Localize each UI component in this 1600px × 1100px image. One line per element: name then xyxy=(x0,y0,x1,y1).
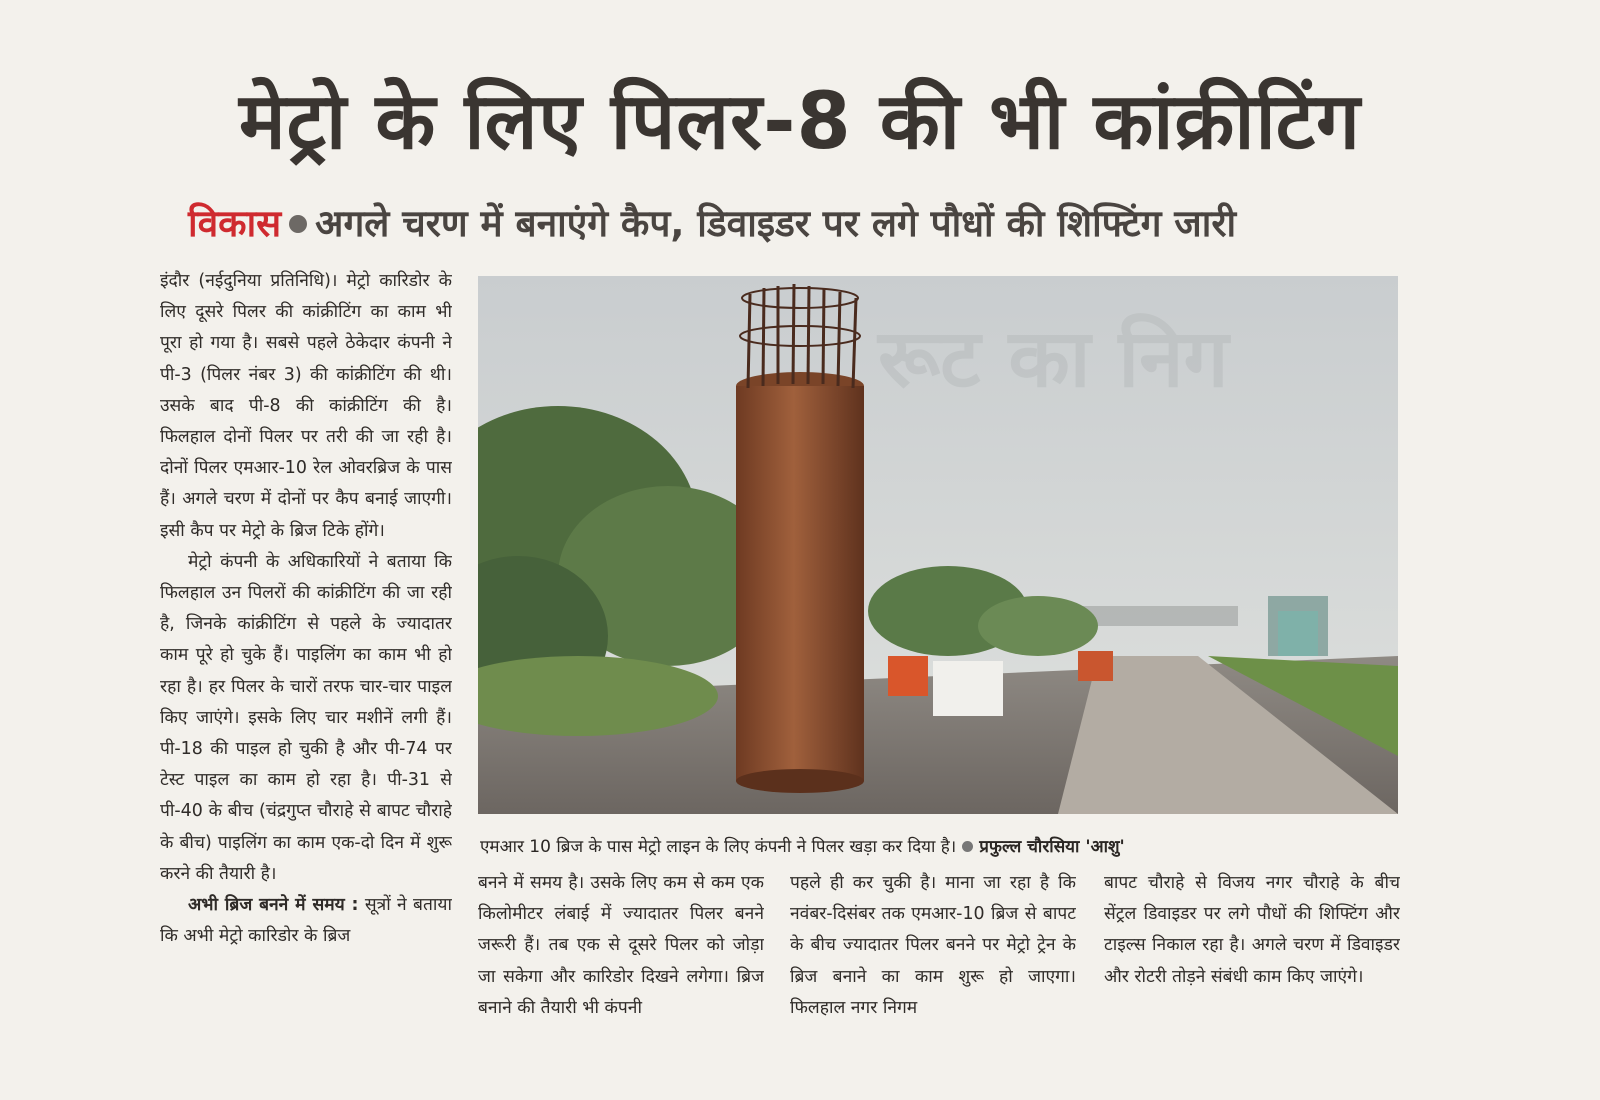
article-column-3: पहले ही कर चुकी है। माना जा रहा है कि नवंबर-दिसंबर तक एमआर-10 ब्रिज से बापट के बीच ज्यादातर पिलर बनने पर मेट्रो ट्रेन के ब्रिज बनाने का काम शुरू हो जाएगा। फिलहाल नगर निगम xyxy=(790,873,1076,1018)
article-paragraph-2: मेट्रो कंपनी के अधिकारियों ने बताया कि फिलहाल उन पिलरों की कांक्रीटिंग की जा रही है, जिनके कांक्रीटिंग से पहले के ज्यादातर काम पूरे हो चुके हैं। पाइलिंग का काम भी हो रहा है। हर पिलर के चारों तरफ चार-चार पाइल किए जाएंगे। इसके लिए चार मशीनें लगी हैं। पी-18 की पाइल हो चुकी है और पी-74 पर टेस्ट पाइल का काम हो रहा है। पी-31 से पी-40 के बीच (चंद्रगुप्त चौराहे से बापट चौराहे के बीच) पाइलिंग का काम एक-दो दिन में शुरू करने की तैयारी है। xyxy=(160,551,452,884)
article-paragraph-1: इंदौर (नईदुनिया प्रतिनिधि)। मेट्रो कारिडोर के लिए दूसरे पिलर की कांक्रीटिंग का काम भी पूरा हो गया है। सबसे पहले ठेकेदार कंपनी ने पी-3 (पिलर नंबर 3) की कांक्रीटिंग की थी। उसके बाद पी-8 की कांक्रीटिंग की है। फिलहाल दोनों पिलर पर तरी की जा रही है। दोनों पिलर एमआर-10 रेल ओवरब्रिज के पास हैं। अगले चरण में दोनों पर कैप बनाई जाएगी। इसी कैप पर मेट्रो के ब्रिज टिके होंगे। xyxy=(160,271,452,541)
article-column-1 xyxy=(160,266,452,1046)
article-column-2: बनने में समय है। उसके लिए कम से कम एक किलोमीटर लंबाई में ज्यादातर पिलर बनने जरूरी हैं। तब एक से दूसरे पिलर को जोड़ा जा सकेगा और कारिडोर दिखने लगेगा। ब्रिज बनाने की तैयारी भी कंपनी xyxy=(478,873,764,1018)
caption-text: एमआर 10 ब्रिज के पास मेट्रो लाइन के लिए कंपनी ने पिलर खड़ा कर दिया है। xyxy=(480,837,957,857)
bullet-icon xyxy=(962,841,973,852)
subheading-inline: अभी ब्रिज बनने में समय : xyxy=(188,895,359,916)
article-paragraph-3 xyxy=(160,890,452,952)
bullet-icon xyxy=(289,215,307,233)
subheadline-text: अगले चरण में बनाएंगे कैप, डिवाइडर पर लगे पौधों की शिफ्टिंग जारी xyxy=(315,202,1237,245)
subheadline xyxy=(188,194,1388,254)
svg-text:रूट का निग: रूट का निग xyxy=(878,312,1229,405)
article-paragraph-3-text: सूत्रों ने बताया कि अभी मेट्रो कारिडोर के ब्रिज xyxy=(160,895,452,947)
photo-caption xyxy=(480,834,1400,860)
photo-credit: प्रफुल्ल चौरसिया 'आशु' xyxy=(979,837,1125,857)
news-photo xyxy=(478,276,1398,814)
section-tag: विकास xyxy=(188,202,282,245)
article-column-4: बापट चौराहे से विजय नगर चौराहे के बीच सेंट्रल डिवाइडर पर लगे पौधों की शिफ्टिंग और टाइल्स निकाल रहा है। अगले चरण में डिवाइडर और रोटरी तोड़ने संबंधी काम किए जाएंगे। xyxy=(1104,873,1400,987)
photo-illustration xyxy=(478,276,1398,814)
headline: मेट्रो के लिए पिलर-8 की भी कांक्रीटिंग xyxy=(239,77,1361,167)
